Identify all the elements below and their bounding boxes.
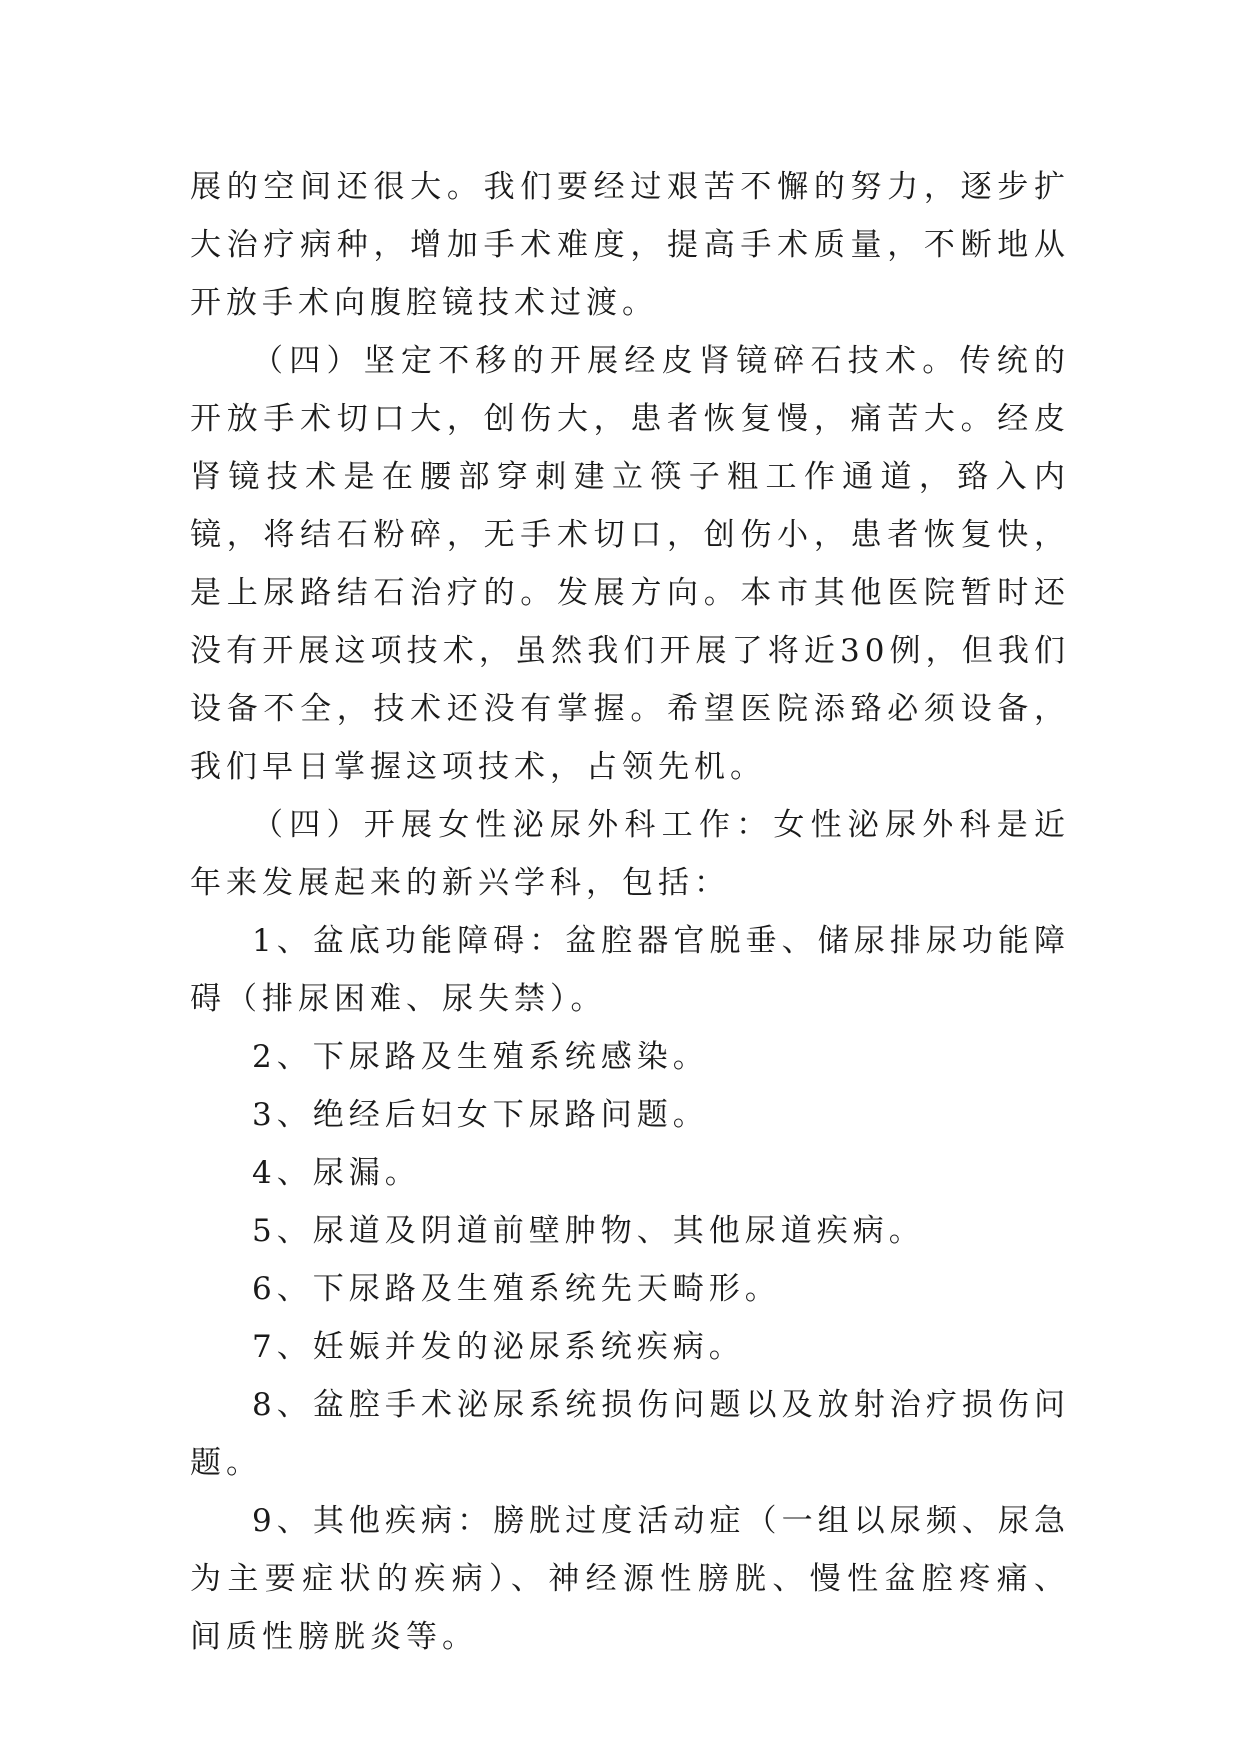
list-item-8: 8、盆腔手术泌尿系统损伤问题以及放射治疗损伤问题。 [190, 1387, 1070, 1481]
paragraph-section-percutaneous-nephroscopy: （四）坚定不移的开展经皮肾镜碎石技术。传统的开放手术切口大，创伤大，患者恢复慢，痛苦大。经皮肾镜技术是在腰部穿刺建立筷子粗工作通道，臵入内镜，将结石粉碎，无手术切口，创伤小，患者恢复快，是上尿路结石治疗的。发展方向。本市其他医院暂时还没有开展这项技术，虽然我们开展了将近30例，但我们设备不全，技术还没有掌握。希望医院添臵必须设备，我们早日掌握这项技术，占领先机。 [190, 343, 1070, 785]
paragraph-continuation: 展的空间还很大。我们要经过艰苦不懈的努力，逐步扩大治疗病种，增加手术难度，提高手术质量，不断地从开放手术向腹腔镜技术过渡。 [190, 169, 1070, 321]
list-item-7: 7、妊娠并发的泌尿系统疾病。 [252, 1329, 745, 1365]
list-item-5: 5、尿道及阴道前壁肿物、其他尿道疾病。 [252, 1213, 925, 1249]
list-item-1: 1、盆底功能障碍：盆腔器官脱垂、储尿排尿功能障碍（排尿困难、尿失禁）。 [190, 923, 1070, 1017]
list-item-2: 2、下尿路及生殖系统感染。 [252, 1039, 709, 1075]
list-item-9: 9、其他疾病：膀胱过度活动症（一组以尿频、尿急为主要症状的疾病）、神经源性膀胱、慢性盆腔疼痛、间质性膀胱炎等。 [190, 1503, 1070, 1655]
document-body [190, 158, 1070, 1666]
list-item-3: 3、绝经后妇女下尿路问题。 [252, 1097, 709, 1133]
paragraph-section-female-urology: （四）开展女性泌尿外科工作：女性泌尿外科是近年来发展起来的新兴学科，包括： [190, 807, 1070, 901]
list-item-4: 4、尿漏。 [252, 1155, 421, 1191]
list-item-6: 6、下尿路及生殖系统先天畸形。 [252, 1271, 781, 1307]
